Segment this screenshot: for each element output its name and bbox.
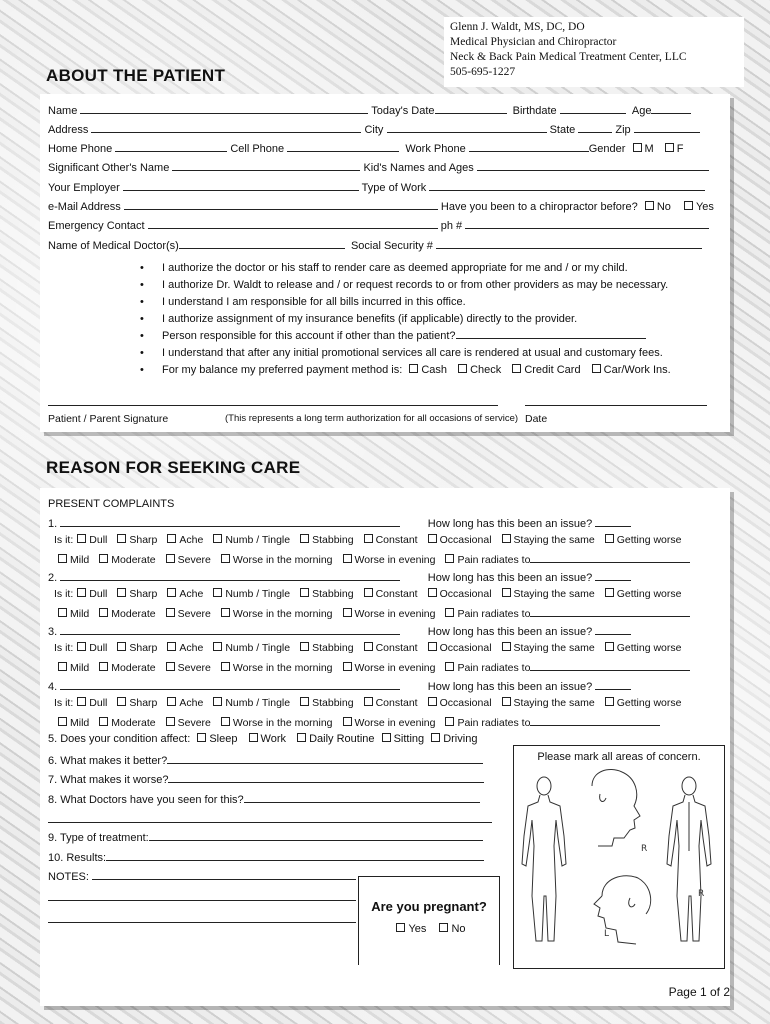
quality-checkbox[interactable] [502,642,511,651]
severity-checkbox[interactable] [343,662,352,671]
quality-label: Dull [89,642,108,654]
row-doctors [48,792,480,806]
right-marker-2: R [698,889,705,899]
statement-3: • I understand I am responsible for all bills incurred in this office. [140,294,671,311]
type-of-work-label: Type of Work [361,182,427,194]
pay-ins-checkbox[interactable] [592,364,601,373]
affects-sitting-checkbox[interactable] [382,733,391,742]
quality-checkbox[interactable] [364,588,373,597]
affects-sitting: Sitting [393,733,425,745]
chiro-no-checkbox[interactable] [645,201,654,210]
severity-checkbox[interactable] [58,717,67,726]
notes-field[interactable] [92,869,356,880]
sig-other-field[interactable] [172,160,360,171]
better-label: 6. What makes it better? [48,755,168,767]
radiates-checkbox[interactable] [445,554,454,563]
complaint-2-severity [54,606,690,620]
chiro-yes-label: Yes [695,201,714,213]
row-worse [48,772,484,786]
affects-sleep-checkbox[interactable] [197,733,206,742]
row-address [48,122,700,136]
body-diagram[interactable] [514,746,724,968]
notes-line-2[interactable] [48,900,356,901]
birthdate-label: Birthdate [512,105,557,117]
quality-checkbox[interactable] [117,642,126,651]
work-phone-label: Work Phone [405,143,466,155]
pregnant-label: Are you pregnant? [371,899,487,914]
severity-label: Worse in evening [354,608,436,620]
quality-label: Stabbing [312,697,354,709]
gender-m-checkbox[interactable] [633,143,642,152]
severity-checkbox[interactable] [221,717,230,726]
practice-doctor: Glenn J. Waldt, MS, DC, DO [450,21,585,33]
address-field[interactable] [91,122,361,133]
statement-5 [140,328,671,345]
complaint-field[interactable] [60,570,400,581]
employer-label: Your Employer [48,182,120,194]
radiates-field[interactable] [530,660,690,671]
complaint-4-severity [54,715,660,729]
severity-checkbox[interactable] [58,608,67,617]
practice-title: Medical Physician and Chiropractor [450,36,617,48]
severity-checkbox[interactable] [221,554,230,563]
birthdate-field[interactable] [560,103,626,114]
chiro-yes-checkbox[interactable] [684,201,693,210]
quality-label: Sharp [129,588,158,600]
how-long-label: How long has this been an issue? [427,626,593,638]
quality-label: Staying the same [513,697,595,709]
quality-checkbox[interactable] [167,534,176,543]
radiates-label: Pain radiates to [457,608,531,620]
email-label: e-Mail Address [48,201,121,213]
notes-line-3[interactable] [48,922,356,923]
ph-label: ph # [440,220,463,232]
severity-label: Moderate [111,554,156,566]
how-long-label: How long has this been an issue? [427,572,593,584]
work-phone-field[interactable] [469,141,589,152]
quality-checkbox[interactable] [213,697,222,706]
complaint-number: 2. [48,572,58,584]
severity-checkbox[interactable] [343,608,352,617]
quality-label: Stabbing [312,534,354,546]
severity-checkbox[interactable] [99,608,108,617]
row-email [48,199,714,213]
head-side-bottom-figure [594,876,651,944]
complaint-1-severity [54,552,690,566]
ph-field[interactable] [465,218,709,229]
doctors-field[interactable] [244,792,480,803]
row-results [48,850,484,864]
severity-checkbox[interactable] [166,608,175,617]
age-field[interactable] [651,103,691,114]
pay-credit-checkbox[interactable] [512,364,521,373]
quality-label: Sharp [129,697,158,709]
quality-checkbox[interactable] [117,697,126,706]
severity-checkbox[interactable] [99,662,108,671]
quality-checkbox[interactable] [117,588,126,597]
how-long-label: How long has this been an issue? [427,681,593,693]
quality-checkbox[interactable] [167,697,176,706]
quality-checkbox[interactable] [605,697,614,706]
radiates-checkbox[interactable] [445,717,454,726]
quality-label: Numb / Tingle [225,534,291,546]
quality-checkbox[interactable] [117,534,126,543]
pregnant-no: No [451,923,466,935]
state-label: State [549,124,576,136]
row-affects [48,733,477,745]
home-phone-field[interactable] [115,141,227,152]
chiro-before-label: Have you been to a chiropractor before? [440,201,638,213]
radiates-label: Pain radiates to [457,554,531,566]
affects-sleep: Sleep [209,733,238,745]
address-label: Address [48,124,89,136]
quality-label: Getting worse [616,642,682,654]
care-title: REASON FOR SEEKING CARE [46,458,301,477]
complaint-4-qualities [54,697,687,709]
cell-phone-field[interactable] [287,141,399,152]
quality-checkbox[interactable] [213,588,222,597]
quality-label: Numb / Tingle [225,642,291,654]
pay-cash-label: Cash [421,364,448,376]
pregnant-no-checkbox[interactable] [439,923,448,932]
affects-driving-checkbox[interactable] [431,733,440,742]
quality-checkbox[interactable] [605,588,614,597]
quality-label: Stabbing [312,588,354,600]
severity-label: Mild [70,662,90,674]
quality-label: Stabbing [312,642,354,654]
complaint-field[interactable] [60,516,400,527]
quality-checkbox[interactable] [300,697,309,706]
severity-label: Worse in the morning [232,717,333,729]
pregnant-yes: Yes [408,923,427,935]
results-label: 10. Results: [48,852,107,864]
quality-label: Dull [89,534,108,546]
quality-label: Numb / Tingle [225,588,291,600]
medical-doctor-field[interactable] [179,238,345,249]
gender-f-label: F [676,143,684,155]
cell-phone-label: Cell Phone [230,143,285,155]
quality-label: Getting worse [616,697,682,709]
pregnant-yes-checkbox[interactable] [396,923,405,932]
pay-check-checkbox[interactable] [458,364,467,373]
severity-label: Moderate [111,717,156,729]
quality-label: Getting worse [616,534,682,546]
quality-checkbox[interactable] [428,588,437,597]
statement-7 [140,362,671,379]
zip-label: Zip [615,124,631,136]
complaint-number: 1. [48,518,58,530]
pregnant-box [358,876,500,965]
row-phones [48,141,683,155]
radiates-checkbox[interactable] [445,662,454,671]
severity-checkbox[interactable] [166,717,175,726]
city-label: City [364,124,384,136]
quality-checkbox[interactable] [300,588,309,597]
complaint-4-row [48,679,631,693]
emergency-field[interactable] [148,218,438,229]
signature-line[interactable] [48,405,498,406]
row-family [48,160,709,174]
row-better [48,753,483,767]
quality-checkbox[interactable] [77,697,86,706]
gender-f-checkbox[interactable] [665,143,674,152]
is-it-label: Is it: [54,697,74,709]
severity-checkbox[interactable] [166,554,175,563]
age-label: Age [631,105,652,117]
home-phone-label: Home Phone [48,143,113,155]
quality-label: Getting worse [616,588,682,600]
affects-label: 5. Does your condition affect: [48,733,191,745]
practice-center: Neck & Back Pain Medical Treatment Center, LLC [450,51,687,63]
doctors-label: 8. What Doctors have you seen for this? [48,794,244,806]
practice-info [444,17,744,87]
quality-label: Ache [179,642,204,654]
quality-checkbox[interactable] [77,534,86,543]
mark-areas-label: Please mark all areas of concern. [537,751,701,763]
pregnant-options [359,923,499,935]
left-marker: L [604,929,610,939]
is-it-label: Is it: [54,642,74,654]
severity-checkbox[interactable] [58,662,67,671]
severity-checkbox[interactable] [166,662,175,671]
todays-date-label: Today's Date [371,105,435,117]
page-number: Page 1 of 2 [668,985,730,999]
ssn-label: Social Security # [350,240,433,252]
quality-checkbox[interactable] [364,642,373,651]
row-emergency [48,218,709,232]
pay-credit-label: Credit Card [524,364,581,376]
complaint-3-severity [54,660,690,674]
treatment-label: 9. Type of treatment: [48,832,149,844]
city-field[interactable] [387,122,547,133]
quality-label: Constant [375,588,418,600]
is-it-label: Is it: [54,588,74,600]
body-diagram-box [513,745,725,969]
ssn-field[interactable] [436,238,702,249]
results-field[interactable] [106,850,484,861]
present-complaints: PRESENT COMPLAINTS [48,498,175,510]
quality-checkbox[interactable] [300,534,309,543]
quality-label: Constant [375,642,418,654]
affects-routine-checkbox[interactable] [297,733,306,742]
radiates-label: Pain radiates to [457,717,531,729]
severity-label: Moderate [111,662,156,674]
quality-checkbox[interactable] [428,642,437,651]
quality-label: Sharp [129,534,158,546]
quality-label: Occasional [439,697,492,709]
quality-checkbox[interactable] [167,588,176,597]
severity-label: Mild [70,608,90,620]
complaint-number: 4. [48,681,58,693]
quality-label: Constant [375,697,418,709]
severity-checkbox[interactable] [221,662,230,671]
sig-other-label: Significant Other's Name [48,162,170,174]
quality-checkbox[interactable] [428,534,437,543]
row-employer [48,180,705,194]
name-label: Name [48,105,78,117]
emergency-label: Emergency Contact [48,220,145,232]
severity-label: Moderate [111,608,156,620]
employer-field[interactable] [123,180,359,191]
severity-checkbox[interactable] [99,554,108,563]
severity-label: Severe [177,554,211,566]
front-body-figure [522,777,566,941]
severity-label: Worse in the morning [232,608,333,620]
todays-date-field[interactable] [435,103,507,114]
worse-label: 7. What makes it worse? [48,774,169,786]
kids-field[interactable] [477,160,709,171]
severity-checkbox[interactable] [343,554,352,563]
quality-checkbox[interactable] [502,588,511,597]
radiates-checkbox[interactable] [445,608,454,617]
row-treatment [48,830,483,844]
quality-label: Ache [179,588,204,600]
head-side-top-figure [592,770,640,846]
practice-phone: 505-695-1227 [450,66,516,78]
email-field[interactable] [124,199,438,210]
about-title: ABOUT THE PATIENT [46,66,226,85]
severity-label: Worse in evening [354,717,436,729]
state-field[interactable] [578,122,612,133]
quality-checkbox[interactable] [364,534,373,543]
date-line[interactable] [525,405,707,406]
statement-4: • I authorize assignment of my insurance benefits (if applicable) directly to the provider. [140,311,671,328]
treatment-field[interactable] [149,830,483,841]
quality-checkbox[interactable] [213,534,222,543]
pay-ins-label: Car/Work Ins. [603,364,671,376]
radiates-field[interactable] [530,715,660,726]
quality-label: Numb / Tingle [225,697,291,709]
quality-label: Occasional [439,534,492,546]
quality-label: Staying the same [513,642,595,654]
chiro-no-label: No [656,201,671,213]
quality-label: Ache [179,697,204,709]
payment-label: For my balance my preferred payment method is: [162,364,403,376]
back-body-figure [667,777,711,941]
quality-label: Dull [89,697,108,709]
severity-label: Severe [177,717,211,729]
pay-cash-checkbox[interactable] [409,364,418,373]
signature-note: (This represents a long term authorization for all occasions of service) [225,413,519,424]
row-notes [48,869,356,883]
type-of-work-field[interactable] [429,180,705,191]
radiates-field[interactable] [530,606,690,617]
severity-label: Worse in evening [354,662,436,674]
severity-checkbox[interactable] [58,554,67,563]
quality-checkbox[interactable] [502,534,511,543]
quality-checkbox[interactable] [167,642,176,651]
complaint-2-row [48,570,631,584]
quality-checkbox[interactable] [364,697,373,706]
quality-label: Ache [179,534,204,546]
quality-label: Occasional [439,588,492,600]
name-field[interactable] [80,103,368,114]
radiates-field[interactable] [530,552,690,563]
how-long-label: How long has this been an issue? [427,518,593,530]
affects-work-checkbox[interactable] [249,733,258,742]
notes-label: NOTES: [48,871,89,883]
is-it-label: Is it: [54,534,74,546]
authorization-list [140,260,671,379]
quality-label: Constant [375,534,418,546]
quality-checkbox[interactable] [77,642,86,651]
statement-1: • I authorize the doctor or his staff to render care as deemed appropriate for me and / or my child. [140,260,671,277]
quality-label: Staying the same [513,588,595,600]
quality-checkbox[interactable] [605,642,614,651]
quality-checkbox[interactable] [502,697,511,706]
quality-label: Staying the same [513,534,595,546]
worse-field[interactable] [168,772,484,783]
row-doctor [48,238,702,252]
complaint-1-qualities [54,534,687,546]
complaint-3-qualities [54,642,687,654]
how-long-field[interactable] [595,570,631,581]
severity-label: Mild [70,717,90,729]
quality-checkbox[interactable] [428,697,437,706]
severity-label: Severe [177,662,211,674]
responsible-label: Person responsible for this account if other than the patient? [162,330,456,342]
kids-label: Kid's Names and Ages [363,162,474,174]
affects-routine: Daily Routine [309,733,375,745]
gender-m-label: M [644,143,654,155]
affects-driving: Driving [443,733,478,745]
complaint-field[interactable] [60,679,400,690]
quality-label: Sharp [129,642,158,654]
severity-checkbox[interactable] [343,717,352,726]
severity-label: Worse in evening [354,554,436,566]
better-field[interactable] [167,753,483,764]
medical-doctor-label: Name of Medical Doctor(s) [48,240,179,252]
right-marker-1: R [641,844,648,854]
severity-label: Mild [70,554,90,566]
how-long-field[interactable] [595,679,631,690]
quality-checkbox[interactable] [605,534,614,543]
how-long-field[interactable] [595,624,631,635]
quality-checkbox[interactable] [300,642,309,651]
complaint-number: 3. [48,626,58,638]
affects-work: Work [260,733,287,745]
severity-checkbox[interactable] [99,717,108,726]
signature-label: Patient / Parent Signature [48,413,169,425]
statement-6: • I understand that after any initial promotional services all care is rendered at usual and customary fees. [140,345,671,362]
quality-checkbox[interactable] [213,642,222,651]
severity-label: Severe [177,608,211,620]
statement-2: • I authorize Dr. Waldt to release and / or request records to or from other providers as may be necessary. [140,277,671,294]
responsible-field[interactable] [456,328,646,339]
complaint-2-qualities [54,588,687,600]
complaint-field[interactable] [60,624,400,635]
row-name [48,103,691,117]
doctors-extra-line[interactable] [48,822,492,823]
gender-label: Gender [588,143,626,155]
severity-checkbox[interactable] [221,608,230,617]
severity-label: Worse in the morning [232,554,333,566]
complaint-3-row [48,624,631,638]
quality-label: Occasional [439,642,492,654]
radiates-label: Pain radiates to [457,662,531,674]
date-label: Date [525,413,548,425]
severity-label: Worse in the morning [232,662,333,674]
pay-check-label: Check [470,364,502,376]
quality-checkbox[interactable] [77,588,86,597]
complaint-1-row [48,516,631,530]
how-long-field[interactable] [595,516,631,527]
quality-label: Dull [89,588,108,600]
zip-field[interactable] [634,122,700,133]
